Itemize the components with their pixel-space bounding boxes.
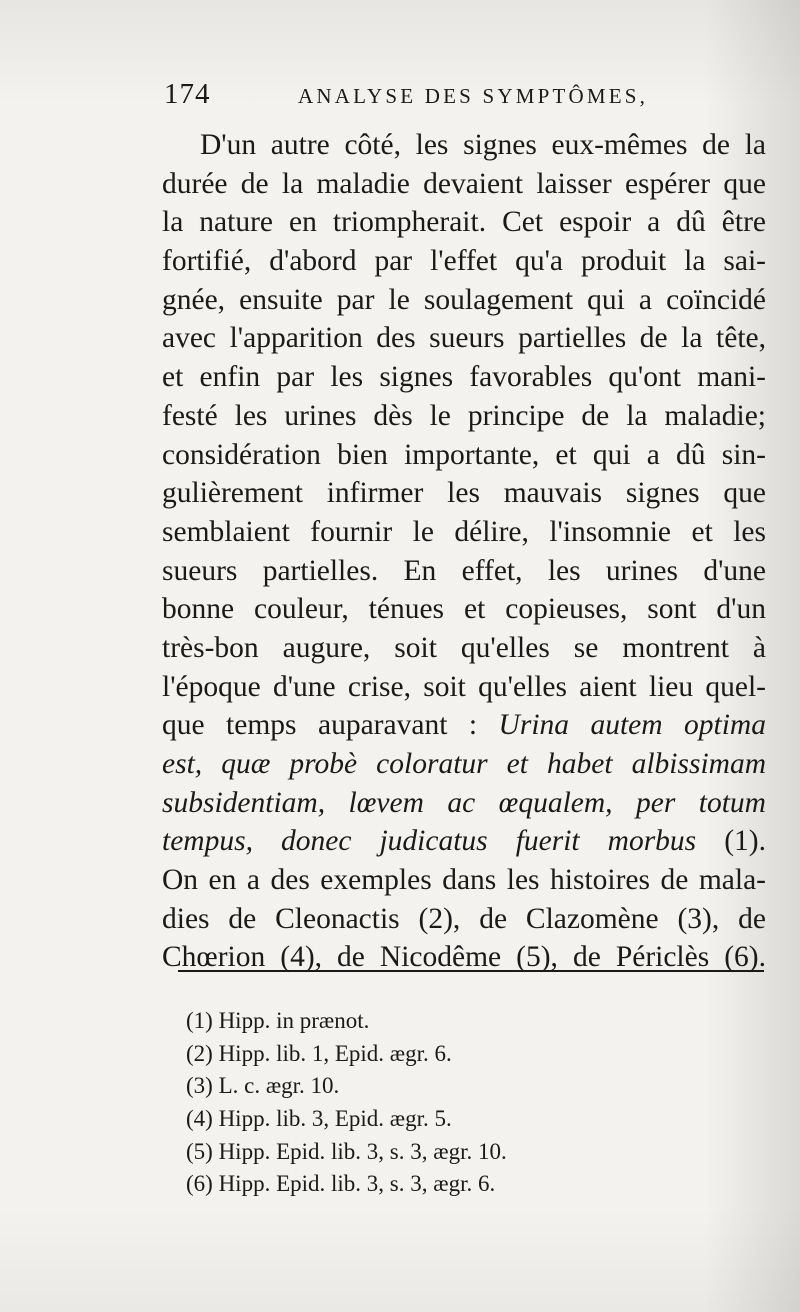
page-number: 174 bbox=[164, 78, 211, 110]
text-line: D'un autre côté, les signes eux-mêmes de la bbox=[200, 129, 766, 161]
text-line: gulièrement infirmer les mauvais signes que bbox=[162, 477, 766, 510]
text-line: Chœrion (4), de Nicodême (5), de Périclès (6). bbox=[162, 941, 766, 974]
running-title: ANALYSE DES SYMPTÔMES, bbox=[298, 84, 649, 108]
text-line-mixed bbox=[162, 822, 766, 861]
text-line: et enfin par les signes favorables qu'ont mani- bbox=[162, 361, 766, 394]
text-line: bonne couleur, ténues et copieuses, sont d'un bbox=[162, 593, 766, 626]
latin-quote-line: est, quæ probè coloratur et habet albissimam bbox=[162, 748, 766, 780]
page-header bbox=[164, 78, 764, 118]
footnotes bbox=[186, 1005, 746, 1201]
text-line: festé les urines dès le principe de la maladie; bbox=[162, 399, 766, 432]
text-line-mixed bbox=[162, 706, 766, 745]
text-line: semblaient fournir le délire, l'insomnie et les bbox=[162, 515, 766, 548]
text-line: sueurs partielles. En effet, les urines d'une bbox=[162, 554, 766, 587]
text-line: l'époque d'une crise, soit qu'elles aient lieu quel- bbox=[162, 670, 766, 703]
latin-quote-segment: tempus, donec judicatus fuerit morbus bbox=[162, 825, 697, 858]
text-line: durée de la maladie devaient laisser espérer que bbox=[162, 167, 766, 200]
footnote: (4) Hipp. lib. 3, Epid. ægr. 5. bbox=[186, 1106, 452, 1132]
footnote: (2) Hipp. lib. 1, Epid. ægr. 6. bbox=[186, 1040, 452, 1066]
footnote: (5) Hipp. Epid. lib. 3, s. 3, ægr. 10. bbox=[186, 1138, 507, 1164]
text-line: gnée, ensuite par le soulagement qui a coïncidé bbox=[162, 283, 766, 316]
latin-quote-line: subsidentiam, lœvem ac œqualem, per totum bbox=[162, 786, 766, 819]
text-line: fortifié, d'abord par l'effet qu'a produit la sai- bbox=[162, 245, 766, 278]
text-line: On en a des exemples dans les histoires de mala- bbox=[162, 864, 766, 897]
latin-quote-segment: Urina autem optima bbox=[498, 709, 766, 742]
main-text bbox=[162, 126, 766, 977]
footnote-divider bbox=[178, 970, 764, 972]
text-line: la nature en triompherait. Cet espoir a dû être bbox=[162, 206, 766, 239]
footnote: (1) Hipp. in prænot. bbox=[186, 1008, 370, 1033]
text-line: très-bon augure, soit qu'elles se montrent à bbox=[162, 631, 766, 664]
plain-segment: que temps auparavant : bbox=[162, 709, 499, 742]
text-line: avec l'apparition des sueurs partielles de la tête, bbox=[162, 322, 766, 355]
footnote: (6) Hipp. Epid. lib. 3, s. 3, ægr. 6. bbox=[186, 1171, 496, 1197]
text-line: considération bien importante, et qui a dû sin- bbox=[162, 438, 766, 471]
footnote: (3) L. c. ægr. 10. bbox=[186, 1073, 340, 1099]
plain-segment: (1). bbox=[696, 825, 766, 858]
text-line: dies de Cleonactis (2), de Clazomène (3), de bbox=[162, 902, 766, 935]
